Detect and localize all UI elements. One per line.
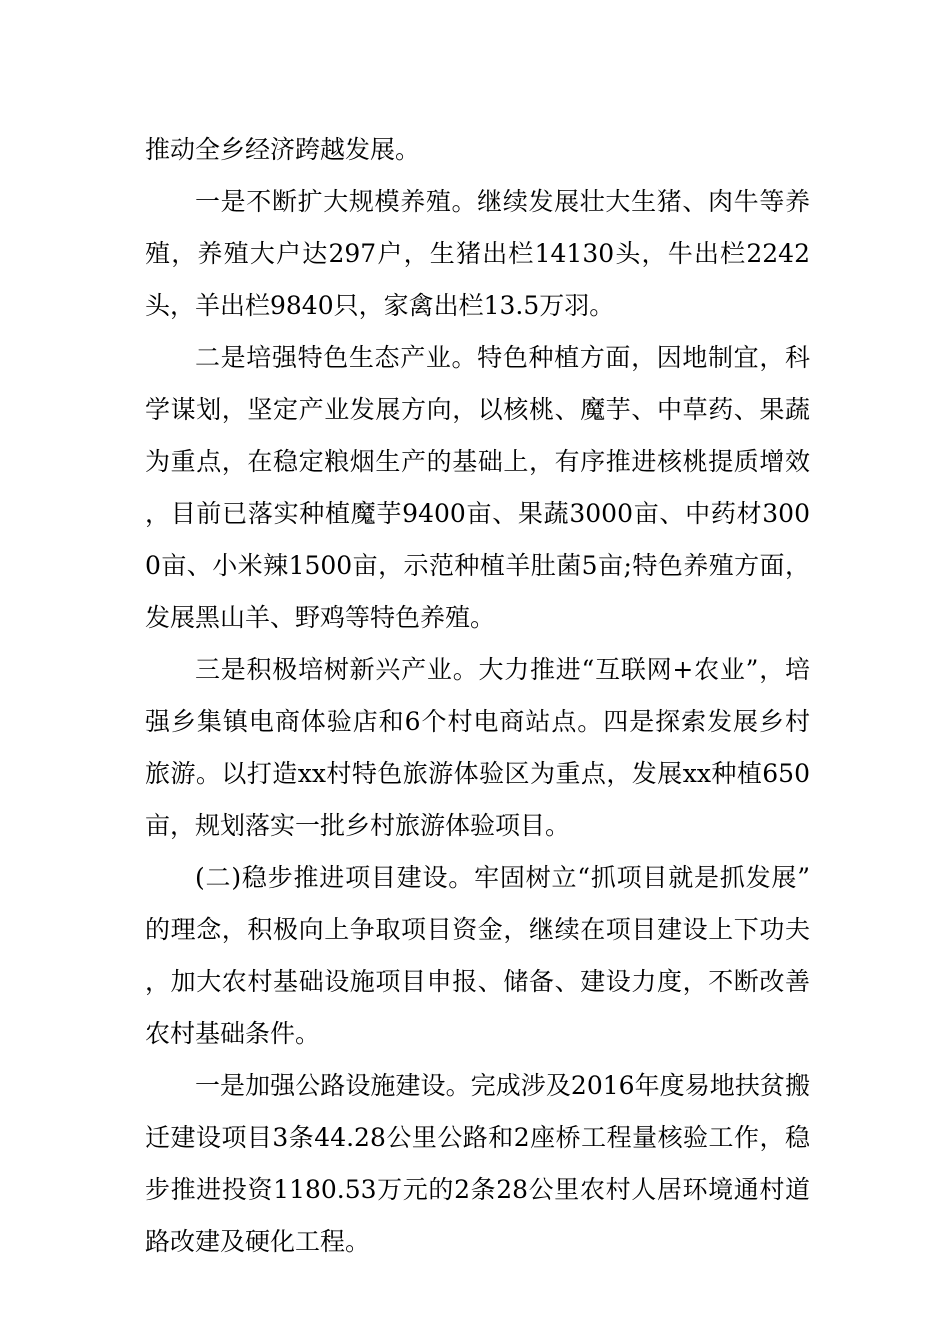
paragraph-ecological-industry: 二是培强特色生态产业。特色种植方面，因地制宜，科学谋划，坚定产业发展方向，以核桃、魔芋、中草药、果蔬为重点，在稳定粮烟生产的基础上，有序推进核桃提质增效，目前已落实种植魔芋9400亩、果蔬3000亩、中药材3000亩、小米辣1500亩，示范种植羊肚菌5亩;特色养殖方面，发展黑山羊、野鸡等特色养殖。 — [145, 343, 810, 632]
document-body — [145, 124, 810, 1268]
paragraph-road-construction: 一是加强公路设施建设。完成涉及2016年度易地扶贫搬迁建设项目3条44.28公里公路和2座桥工程量核验工作，稳步推进投资1180.53万元的2条28公里农村人居环境通村道路改建及硬化工程。 — [145, 1071, 810, 1256]
paragraph-continuation: 推动全乡经济跨越发展。 — [145, 135, 421, 164]
paragraph-scale-farming: 一是不断扩大规模养殖。继续发展壮大生猪、肉牛等养殖，养殖大户达297户，生猪出栏14130头，牛出栏2242头，羊出栏9840只，家禽出栏13.5万羽。 — [145, 187, 810, 320]
paragraph-project-construction: (二)稳步推进项目建设。牢固树立“抓项目就是抓发展”的理念，积极向上争取项目资金，继续在项目建设上下功夫，加大农村基础设施项目申报、储备、建设力度，不断改善农村基础条件。 — [145, 863, 810, 1048]
paragraph-emerging-industry: 三是积极培树新兴产业。大力推进“互联网+农业”，培强乡集镇电商体验店和6个村电商站点。四是探索发展乡村旅游。以打造xx村特色旅游体验区为重点，发展xx种植650亩，规划落实一批乡村旅游体验项目。 — [145, 655, 810, 840]
